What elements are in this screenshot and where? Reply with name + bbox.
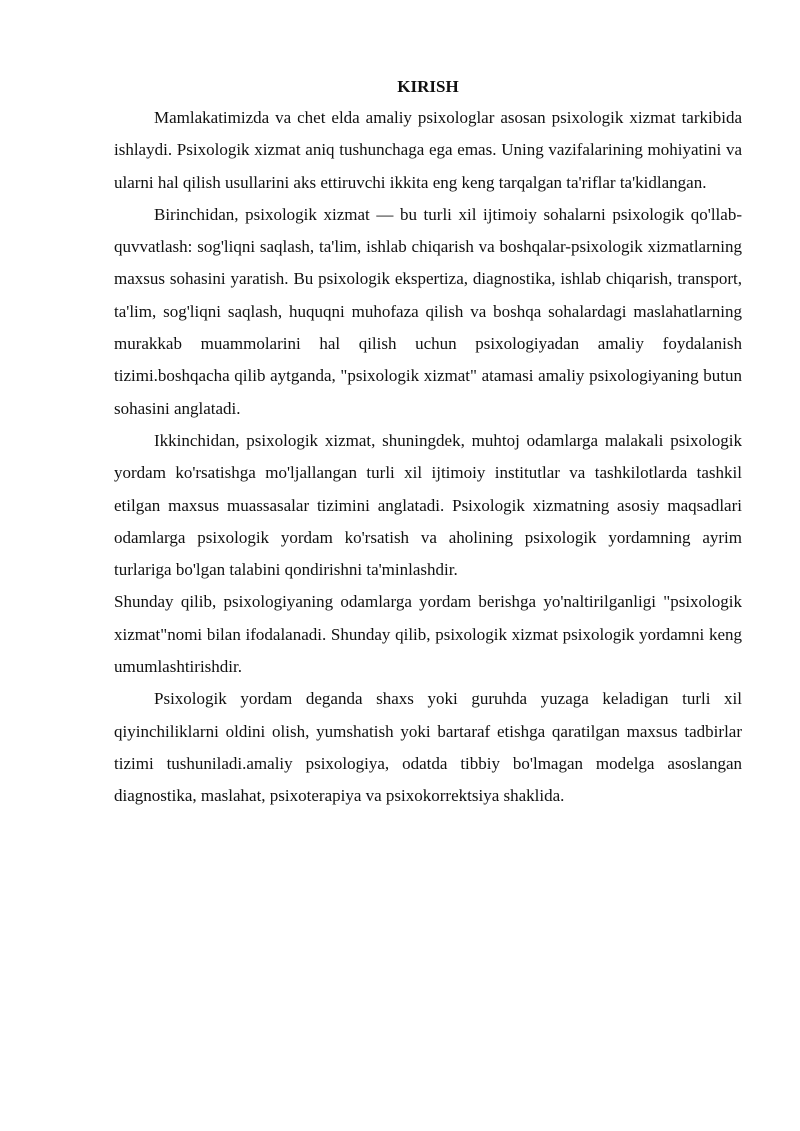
paragraph-second-definition: Ikkinchidan, psixologik xizmat, shuningdek, muhtoj odamlarga malakali psixologik yordam ko'rsatishga mo'ljallangan turli xil ijtimoiy institutlar va tashkilotlarda tashkil etilgan maxsus muassasalar tizimini anglatadi. Psixologik xizmatning asosiy maqsadlari odamlarga psixologik yordam ko'rsatish va aholining psixologik yordamning ayrim turlariga bo'lgan talabini qondirishni ta'minlashdir. [114, 430, 742, 580]
document-title: KIRISH [397, 77, 459, 96]
paragraph-intro: Mamlakatimizda va chet elda amaliy psixologlar asosan psixologik xizmat tarkibida ishlaydi. Psixologik xizmat aniq tushunchaga ega emas. Uning vazifalarining mohiyatini va ularni hal qilish usullarini aks ettiruvchi ikkita eng keng tarqalgan ta'riflar ta'kidlangan. [114, 108, 742, 192]
paragraph-summary: Shunday qilib, psixologiyaning odamlarga yordam berishga yo'naltirilganligi "psixologik xizmat"nomi bilan ifodalanadi. Shunday qilib, psixologik xizmat psixologik yordamni keng umumlashtirishdir. [114, 592, 742, 677]
paragraph-first-definition: Birinchidan, psixologik xizmat — bu turli xil ijtimoiy sohalarni psixologik qo'llab-quvvatlash: sog'liqni saqlash, ta'lim, ishlab chiqarish va boshqalar-psixologik xizmatlarning maxsus sohasini yaratish. Bu psixologik ekspertiza, diagnostika, ishlab chiqarish, transport, ta'lim, sog'liqni saqlash, huquqni muhofaza qilish va boshqa sohalardagi maslahatlarning murakkab muammolarini hal qilish uchun psixologiyadan amaliy foydalanish tizimi.boshqacha qilib aytganda, "psixologik xizmat" atamasi amaliy psixologiyaning butun sohasini anglatadi. [114, 204, 742, 418]
paragraph-psychological-help: Psixologik yordam deganda shaxs yoki guruhda yuzaga keladigan turli xil qiyinchiliklarni oldini olish, yumshatish yoki bartaraf etishga qaratilgan maxsus tadbirlar tizimi tushuniladi.amaliy psixologiya, odatda tibbiy bo'lmagan modelga asoslangan diagnostika, maslahat, psixoterapiya va psixokorrektsiya shaklida. [114, 689, 742, 806]
document-page [114, 76, 742, 813]
